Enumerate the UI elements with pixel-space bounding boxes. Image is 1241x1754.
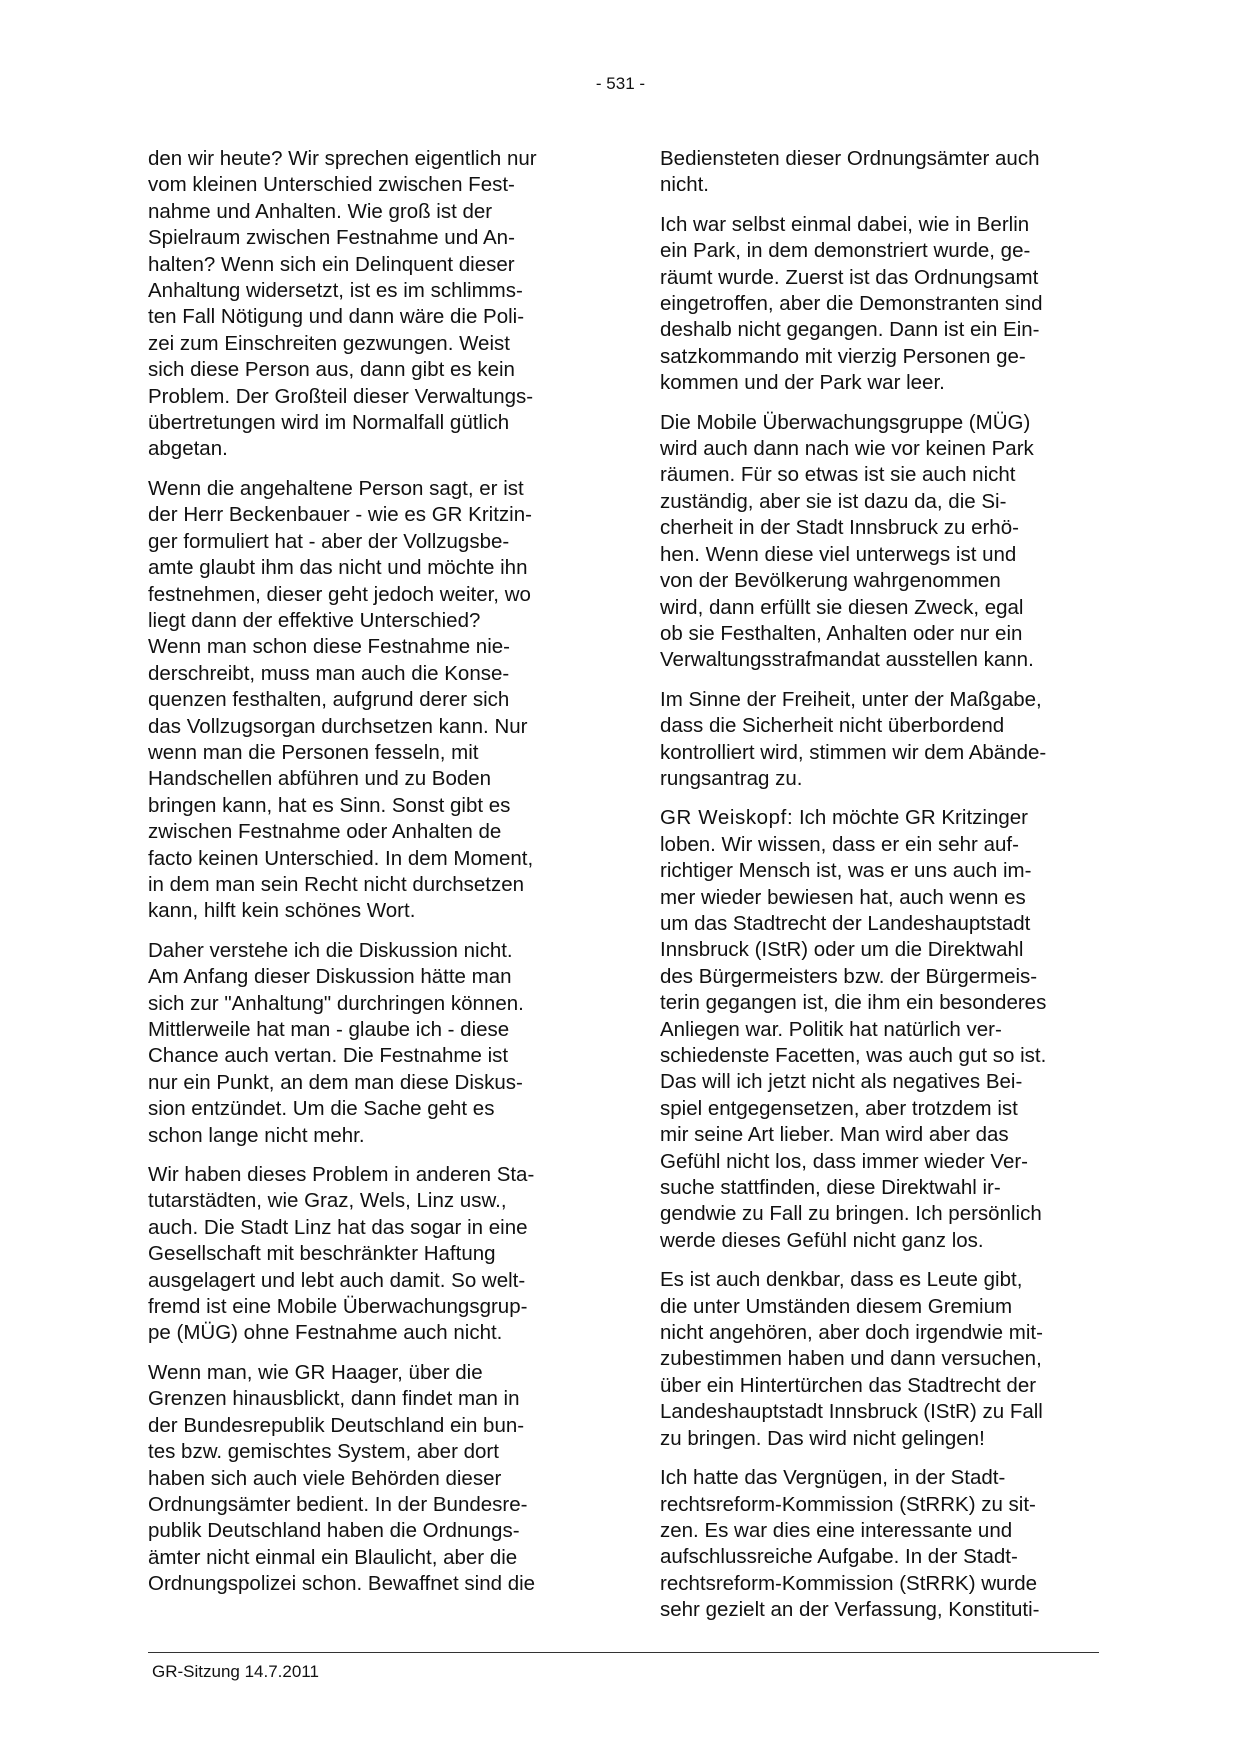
paragraph: Wenn die angehaltene Person sagt, er ist der Herr Beckenbauer - wie es GR Kritzin- ger formuliert hat - aber der Vollzugsbe- amte glaubt ihm das nicht und möchte ihn festnehmen, dieser geht jedoch weiter, wo liegt dann der effektive Unterschied? Wenn man schon diese Festnahme nie- derschreibt, muss man auch die Konse- quenzen festhalten, aufgrund derer sich das Vollzugsorgan durchsetzen kann. Nur wenn man die Personen fesseln, mit Handschellen abführen und zu Boden bringen kann, hat es Sinn. Sonst gibt es zwischen Festnahme oder Anhalten de facto keinen Unterschied. In dem Moment, in dem man sein Recht nicht durchsetzen kann, hilft kein schönes Wort. [148,476,534,923]
paragraph: Wenn man, wie GR Haager, über die Grenzen hinausblickt, dann findet man in der Bundesrepublik Deutschland ein bun- tes bzw. gemischtes System, aber dort haben sich auch viele Behörden dieser Ordnungsämter bedient. In der Bundesre- publik Deutschland haben die Ordnungs- ämter nicht einmal ein Blaulicht, aber die Ordnungspolizei schon. Bewaffnet sind die [148,1360,536,1596]
paragraph: Ich hatte das Vergnügen, in der Stadt- rechtsreform-Kommission (StRRK) zu sit- zen. Es war dies eine interessante und aufschlussreiche Aufgabe. In der Stadt- rechtsreform-Kommission (StRRK) wurde sehr gezielt an der Verfassung, Konstituti- [660,1466,1040,1622]
paragraph: Es ist auch denkbar, dass es Leute gibt, die unter Umständen diesem Gremium nicht angehören, aber doch irgendwie mit- zubestimmen haben und dann versuchen, über ein Hintertürchen das Stadtrecht der Landeshauptstadt Innsbruck (IStR) zu Fall zu bringen. Das wird nicht gelingen! [660,1268,1043,1450]
paragraph: den wir heute? Wir sprechen eigentlich nur vom kleinen Unterschied zwischen Fest- nahme und Anhalten. Wie groß ist der Spielraum zwischen Festnahme und An- halten? Wenn sich ein Delinquent dieser Anhaltung widersetzt, ist es im schlimms- ten Fall Nötigung und dann wäre die Poli- zei zum Einschreiten gezwungen. Weist sich diese Person aus, dann gibt es kein Problem. Der Großteil dieser Verwaltungs- übertretungen wird im Normalfall gütlich abgetan. [148,147,537,461]
footer-divider [148,1652,1099,1653]
right-column [660,146,1100,1637]
paragraph: Wir haben dieses Problem in anderen Sta- tutarstädten, wie Graz, Wels, Linz usw., auch. Die Stadt Linz hat das sogar in eine Gesellschaft mit beschränkter Haftung ausgelagert und lebt auch damit. So welt- fremd ist eine Mobile Überwachungsgrup- pe (MÜG) ohne Festnahme auch nicht. [148,1163,535,1345]
speaker-paragraph [660,805,1100,1254]
paragraph: Daher verstehe ich die Diskussion nicht. Am Anfang dieser Diskussion hätte man sich zur "Anhaltung" durchringen können. Mittlerweile hat man - glaube ich - diese Chance auch vertan. Die Festnahme ist nur ein Punkt, an dem man diese Diskus- sion entzündet. Um die Sache geht es schon lange nicht mehr. [148,938,524,1147]
paragraph: Bediensteten dieser Ordnungsämter auch nicht. [660,147,1040,197]
left-column [148,146,588,1611]
paragraph: Die Mobile Überwachungsgruppe (MÜG) wird auch dann nach wie vor keinen Park räumen. Für so etwas ist sie auch nicht zuständig, aber sie ist dazu da, die Si- cherheit in der Stadt Innsbruck zu erhö- hen. Wenn diese viel unterwegs ist und von der Bevölkerung wahrgenommen wird, dann erfüllt sie diesen Zweck, egal ob sie Festhalten, Anhalten oder nur ein Verwaltungsstrafmandat ausstellen kann. [660,410,1034,672]
paragraph: Ich war selbst einmal dabei, wie in Berlin ein Park, in dem demonstriert wurde, ge- räumt wurde. Zuerst ist das Ordnungsamt eingetroffen, aber die Demonstranten sind deshalb nicht gegangen. Dann ist ein Ein- satzkommando mit vierzig Personen ge- kommen und der Park war leer. [660,212,1043,395]
page-number: - 531 - [595,74,646,93]
paragraph: Im Sinne der Freiheit, unter der Maßgabe, dass die Sicherheit nicht überbordend kontrolliert wird, stimmen wir dem Abände- rungsantrag zu. [660,687,1047,790]
footer-text: GR-Sitzung 14.7.2011 [152,1662,319,1681]
speaker-name: GR Weiskopf: [660,806,794,830]
speaker-text: Ich möchte GR Kritzinger loben. Wir wissen, dass er ein sehr auf- richtiger Mensch ist, was er uns auch im- mer wieder bewiesen hat, auch wenn es um das Stadtrecht der Landeshauptstadt Innsbruck (IStR) oder um die Direktwahl des Bürgermeisters bzw. der Bürgermeis- terin gegangen ist, die ihm ein besonderes Anliegen war. Politik hat natürlich ver- schiedenste Facetten, was auch gut so ist. Das will ich jetzt nicht als negatives Bei- spiel entgegensetzen, aber trotzdem ist mir seine Art lieber. Man wird aber das Gefühl nicht los, dass immer wieder Ver- suche stattfinden, diese Direktwahl ir- gendwie zu Fall zu bringen. Ich persönlich werde dieses Gefühl nicht ganz los. [660,806,1047,1252]
